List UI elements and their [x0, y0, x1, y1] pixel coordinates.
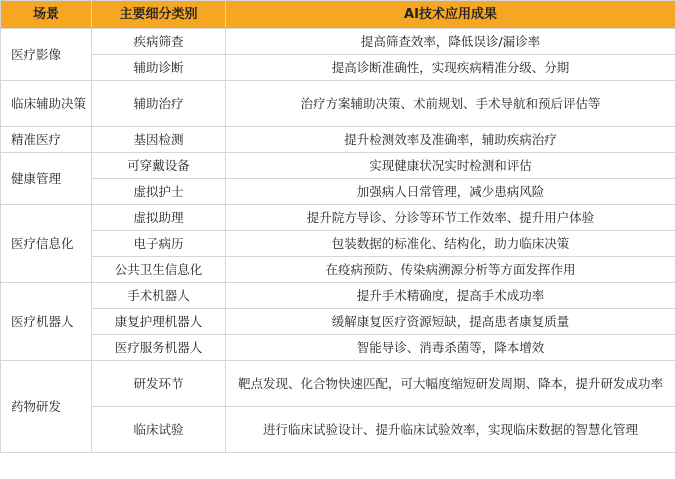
- category-cell: 康复护理机器人: [92, 309, 226, 335]
- scene-cell: 临床辅助决策: [1, 81, 92, 127]
- category-cell: 基因检测: [92, 127, 226, 153]
- table-row: [1, 309, 675, 335]
- category-cell: 疾病筛查: [92, 29, 226, 55]
- scene-cell: 精准医疗: [1, 127, 92, 153]
- result-cell: 在疫病预防、传染病溯源分析等方面发挥作用: [226, 257, 675, 283]
- table-row: [1, 179, 675, 205]
- result-cell: 加强病人日常管理，减少患病风险: [226, 179, 675, 205]
- result-cell: 提高诊断准确性，实现疾病精准分级、分期: [226, 55, 675, 81]
- table-row: [1, 153, 675, 179]
- table-row: [1, 205, 675, 231]
- table-row: [1, 407, 675, 453]
- table-header-row: [1, 1, 675, 29]
- category-cell: 手术机器人: [92, 283, 226, 309]
- header-scene: 场景: [1, 1, 92, 29]
- category-cell: 医疗服务机器人: [92, 335, 226, 361]
- scene-cell: 医疗信息化: [1, 205, 92, 283]
- table-row: [1, 231, 675, 257]
- result-cell: 提升手术精确度，提高手术成功率: [226, 283, 675, 309]
- category-cell: 虚拟助理: [92, 205, 226, 231]
- result-cell: 包装数据的标准化、结构化，助力临床决策: [226, 231, 675, 257]
- category-cell: 辅助诊断: [92, 55, 226, 81]
- scene-cell: 医疗机器人: [1, 283, 92, 361]
- category-cell: 公共卫生信息化: [92, 257, 226, 283]
- result-cell: 提升院方导诊、分诊等环节工作效率、提升用户体验: [226, 205, 675, 231]
- table-row: [1, 127, 675, 153]
- scene-cell: 药物研发: [1, 361, 92, 453]
- result-cell: 缓解康复医疗资源短缺，提高患者康复质量: [226, 309, 675, 335]
- category-cell: 辅助治疗: [92, 81, 226, 127]
- table-row: [1, 335, 675, 361]
- category-cell: 研发环节: [92, 361, 226, 407]
- result-cell: 治疗方案辅助决策、术前规划、手术导航和预后评估等: [226, 81, 675, 127]
- category-cell: 虚拟护士: [92, 179, 226, 205]
- result-cell: 提高筛查效率，降低误诊/漏诊率: [226, 29, 675, 55]
- result-cell: 进行临床试验设计、提升临床试验效率，实现临床数据的智慧化管理: [226, 407, 675, 453]
- header-result: AI技术应用成果: [226, 1, 675, 29]
- table-row: [1, 283, 675, 309]
- table-row: [1, 361, 675, 407]
- result-cell: 智能导诊、消毒杀菌等，降本增效: [226, 335, 675, 361]
- table-row: [1, 81, 675, 127]
- scene-cell: 健康管理: [1, 153, 92, 205]
- result-cell: 提升检测效率及准确率，辅助疾病治疗: [226, 127, 675, 153]
- header-category: 主要细分类别: [92, 1, 226, 29]
- result-cell: 实现健康状况实时检测和评估: [226, 153, 675, 179]
- result-cell: 靶点发现、化合物快速匹配，可大幅度缩短研发周期、降本，提升研发成功率: [226, 361, 675, 407]
- category-cell: 电子病历: [92, 231, 226, 257]
- scene-cell: 医疗影像: [1, 29, 92, 81]
- category-cell: 可穿戴设备: [92, 153, 226, 179]
- category-cell: 临床试验: [92, 407, 226, 453]
- table-row: [1, 29, 675, 55]
- table-row: [1, 257, 675, 283]
- table-row: [1, 55, 675, 81]
